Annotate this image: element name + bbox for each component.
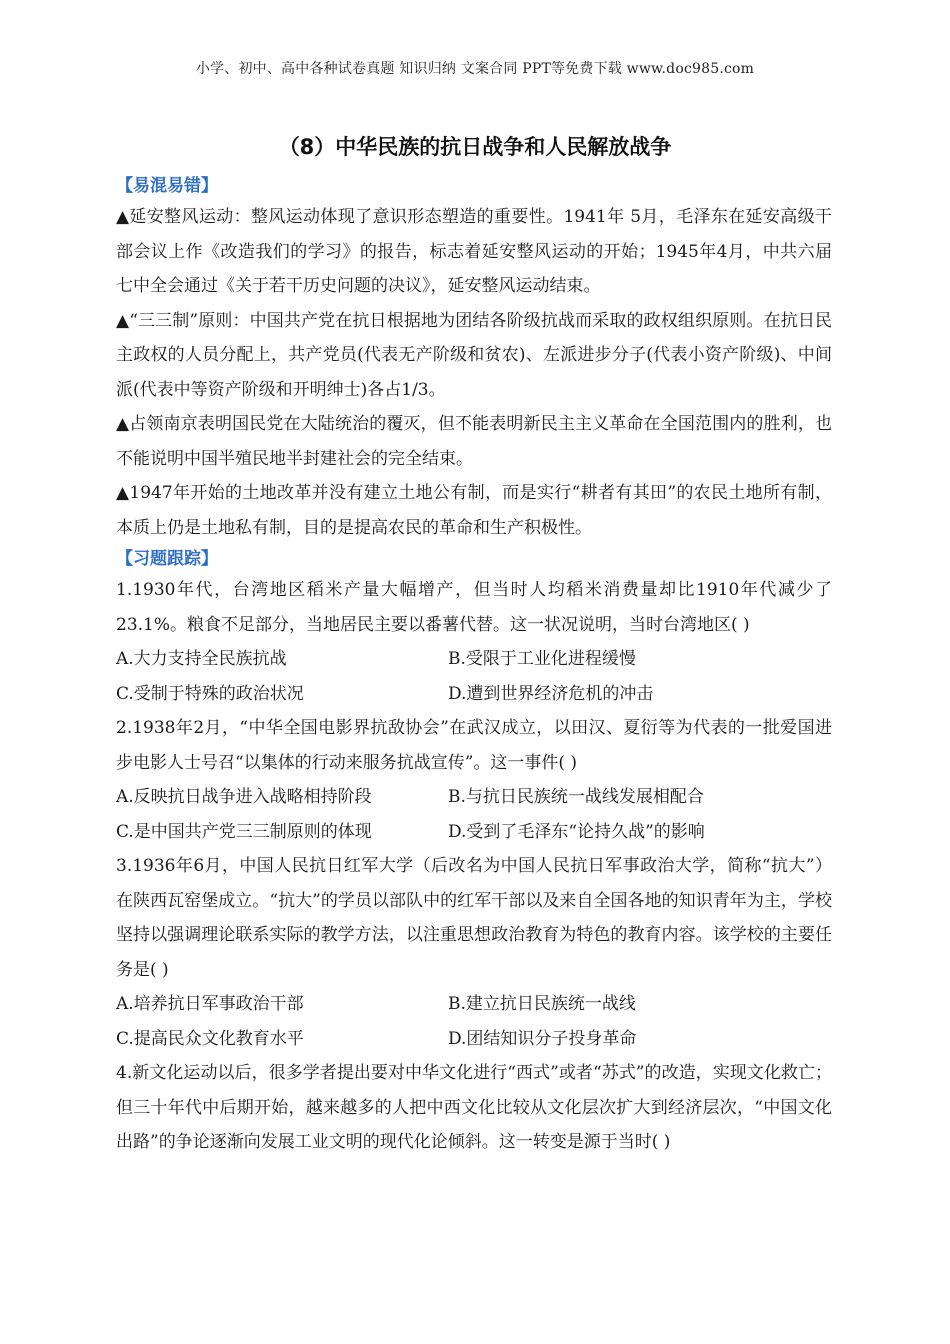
option-a: A.培养抗日军事政治干部 [116,994,304,1014]
option-row [116,1022,832,1057]
question-stem: 1.1930年代，台湾地区稻米产量大幅增产，但当时人均稻米消费量却比1910年代减少了23.1%。粮食不足部分，当地居民主要以番薯代替。这一状况说明，当时台湾地区( ) [116,580,832,635]
document-body [116,172,832,1160]
question-2 [116,711,832,849]
section-heading-exercises: 【习题跟踪】 [116,549,218,569]
option-row [116,677,832,712]
option-d: D.遭到世界经济危机的冲击 [448,683,654,704]
option-b: B.与抗日民族统一战线发展相配合 [448,787,704,807]
option-d: D.团结知识分子投身革命 [448,1028,637,1049]
question-stem: 3.1936年6月，中国人民抗日红军大学（后改名为中国人民抗日军事政治大学，简称“抗大”）在陕西瓦窑堡成立。“抗大”的学员以部队中的红军干部以及来自全国各地的知识青年为主，学校坚持以强调理论联系实际的教学方法，以注重思想政治教育为特色的教育内容。该学校的主要任务是( ) [116,856,832,980]
question-1 [116,573,832,711]
question-3 [116,849,832,1056]
option-b: B.受限于工业化进程缓慢 [448,649,636,669]
option-row [116,987,832,1022]
question-4 [116,1056,832,1160]
option-c: C.提高民众文化教育水平 [116,1028,304,1049]
question-stem: 2.1938年2月，“中华全国电影界抗敌协会”在武汉成立，以田汉、夏衍等为代表的一批爱国进步电影人士号召“以集体的行动来服务抗战宣传”。这一事件( ) [116,718,832,773]
option-row [116,642,832,677]
option-row [116,780,832,815]
option-row [116,815,832,850]
option-c: C.受制于特殊的政治状况 [116,683,304,704]
note-paragraph: ▲“三三制”原则：中国共产党在抗日根据地为团结各阶级抗战而采取的政权组织原则。在抗日民主政权的人员分配上，共产党员(代表无产阶级和贫农)、左派进步分子(代表小资产阶级)、中间派(代表中等资产阶级和开明绅士)各占1/3。 [116,310,832,400]
option-a: A.反映抗日战争进入战略相持阶段 [116,787,372,807]
note-paragraph: ▲延安整风运动：整风运动体现了意识形态塑造的重要性。1941年 5月，毛泽东在延安高级干部会议上作《改造我们的学习》的报告，标志着延安整风运动的开始；1945年4月，中共六届七中全会通过《关于若干历史问题的决议》，延安整风运动结束。 [116,207,832,296]
section-heading-mistakes: 【易混易错】 [116,176,218,196]
option-a: A.大力支持全民族抗战 [116,649,287,669]
page-header: 小学、初中、高中各种试卷真题 知识归纳 文案合同 PPT等免费下载 www.doc985.com [195,61,755,77]
option-d: D.受到了毛泽东“论持久战”的影响 [448,821,705,842]
note-paragraph: ▲1947年开始的土地改革并没有建立土地公有制，而是实行“耕者有其田”的农民土地所有制，本质上仍是土地私有制，目的是提高农民的革命和生产积极性。 [116,483,832,538]
page-title: （8）中华民族的抗日战争和人民解放战争 [278,135,672,159]
option-c: C.是中国共产党三三制原则的体现 [116,821,372,842]
question-stem: 4.新文化运动以后，很多学者提出要对中华文化进行“西式”或者“苏式”的改造，实现文化救亡；但三十年代中后期开始，越来越多的人把中西文化比较从文化层次扩大到经济层次，“中国文化出路”的争论逐渐向发展工业文明的现代化论倾斜。这一转变是源于当时( ) [116,1063,832,1152]
note-paragraph: ▲占领南京表明国民党在大陆统治的覆灭，但不能表明新民主主义革命在全国范围内的胜利，也不能说明中国半殖民地半封建社会的完全结束。 [116,414,832,469]
option-b: B.建立抗日民族统一战线 [448,994,636,1014]
